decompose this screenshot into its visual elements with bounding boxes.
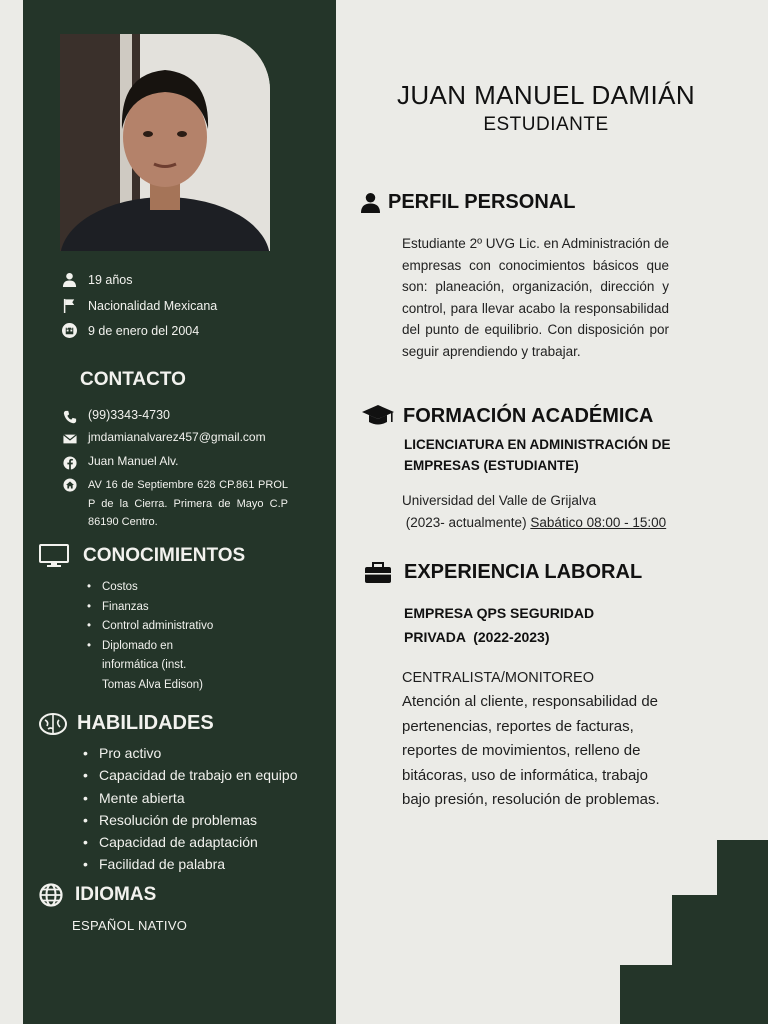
- calendar-icon: [61, 322, 78, 339]
- flag-icon: [61, 297, 78, 314]
- decor-step: [620, 965, 768, 1024]
- phone-icon: [61, 408, 78, 424]
- email-text[interactable]: jmdamianalvarez457@gmail.com: [88, 430, 266, 444]
- language-item: ESPAÑOL NATIVO: [72, 918, 188, 933]
- schedule: Sabático 08:00 - 15:00: [530, 515, 667, 530]
- full-name: JUAN MANUEL DAMIÁN: [396, 80, 696, 110]
- home-icon: [61, 476, 78, 492]
- address-text: AV 16 de Septiembre 628 CP.861 PROL P de la Cierra. Primera de Mayo C.P 86190 Centro.: [88, 479, 288, 528]
- school-name: Universidad del Valle de Grijalva: [402, 493, 597, 508]
- profile-photo: [60, 34, 270, 251]
- description: Atención al cliente, responsabilidad de pertenencias, reportes de facturas, reportes de movimientos, relleno de bitácoras, uso de informática, trabajo bajo presión, resolución de problemas.: [402, 693, 660, 809]
- age-text: 19 años: [88, 272, 133, 287]
- list-item: • Control administrativo: [87, 617, 213, 637]
- list-item: Tomas Alva Edison): [102, 678, 203, 691]
- facebook-row: [61, 454, 179, 470]
- habilidades-list: [83, 742, 298, 876]
- degree-line1: LICENCIATURA EN ADMINISTRACIÓN DE: [404, 437, 671, 452]
- company-line2: PRIVADA (2022-2023): [404, 629, 550, 645]
- briefcase-icon: [364, 562, 392, 584]
- facebook-text[interactable]: Juan Manuel Alv.: [88, 454, 179, 468]
- position: CENTRALISTA/MONITOREO: [402, 670, 595, 686]
- formacion-title: [361, 404, 653, 428]
- list-item: • Costos: [87, 578, 213, 598]
- address-row: [61, 476, 288, 532]
- list-item: • Diplomado en: [87, 637, 213, 657]
- formacion-title-text: FORMACIÓN ACADÉMICA: [403, 404, 654, 427]
- idiomas-title-text: IDIOMAS: [75, 884, 157, 905]
- degree-line2: EMPRESAS (ESTUDIANTE): [404, 458, 579, 473]
- globe-icon: [39, 883, 63, 907]
- phone-row: [61, 408, 170, 424]
- list-item: • Resolución de problemas: [83, 809, 298, 831]
- perfil-title: [361, 191, 575, 214]
- profile-photo-image: [60, 34, 270, 251]
- perfil-title-text: PERFIL PERSONAL: [388, 191, 576, 213]
- nationality-row: [61, 297, 217, 314]
- contacto-title: CONTACTO: [80, 369, 186, 390]
- experience-text: [402, 666, 662, 812]
- graduation-cap-icon: [361, 404, 395, 428]
- sidebar: [23, 0, 336, 1024]
- experiencia-title-text: EXPERIENCIA LABORAL: [404, 561, 643, 583]
- person-icon: [361, 192, 380, 213]
- study-period: (2023- actualmente): [402, 515, 531, 530]
- idiomas-title: [39, 883, 156, 907]
- list-item: • Finanzas: [87, 598, 213, 618]
- facebook-icon: [61, 454, 78, 470]
- nationality-text: Nacionalidad Mexicana: [88, 298, 218, 313]
- age-row: [61, 271, 132, 288]
- monitor-icon: [39, 544, 69, 568]
- birthdate-row: [61, 322, 199, 339]
- person-icon: [61, 271, 78, 288]
- phone-text: (99)3343-4730: [88, 408, 171, 422]
- conocimientos-title-text: CONOCIMIENTOS: [83, 545, 246, 566]
- list-item: informática (inst.: [102, 659, 187, 672]
- list-item: • Capacidad de adaptación: [83, 831, 298, 853]
- study-period-row: [402, 512, 666, 534]
- perfil-text: Estudiante 2º UVG Lic. en Administración de empresas con conocimientos básicos que son: planeación, organización, dirección y control, para llevar acabo la responsabilidad del punto de equilibrio. Con disposición por seguir aprendiendo y trabajar.: [402, 236, 669, 359]
- habilidades-title-text: HABILIDADES: [77, 712, 214, 734]
- birthdate-text: 9 de enero del 2004: [88, 323, 200, 338]
- email-row: [61, 430, 266, 446]
- company-line1: EMPRESA QPS SEGURIDAD: [404, 605, 595, 621]
- conocimientos-list: [87, 578, 213, 696]
- email-icon: [61, 430, 78, 446]
- brain-icon: [39, 713, 67, 735]
- list-item: • Mente abierta: [83, 787, 298, 809]
- role-title: ESTUDIANTE: [483, 114, 609, 135]
- list-item: • Pro activo: [83, 742, 298, 764]
- conocimientos-title: [39, 544, 245, 568]
- list-item: • Capacidad de trabajo en equipo: [83, 764, 298, 786]
- habilidades-title: [39, 712, 214, 735]
- list-item: • Facilidad de palabra: [83, 853, 298, 875]
- experiencia-title: [364, 561, 642, 584]
